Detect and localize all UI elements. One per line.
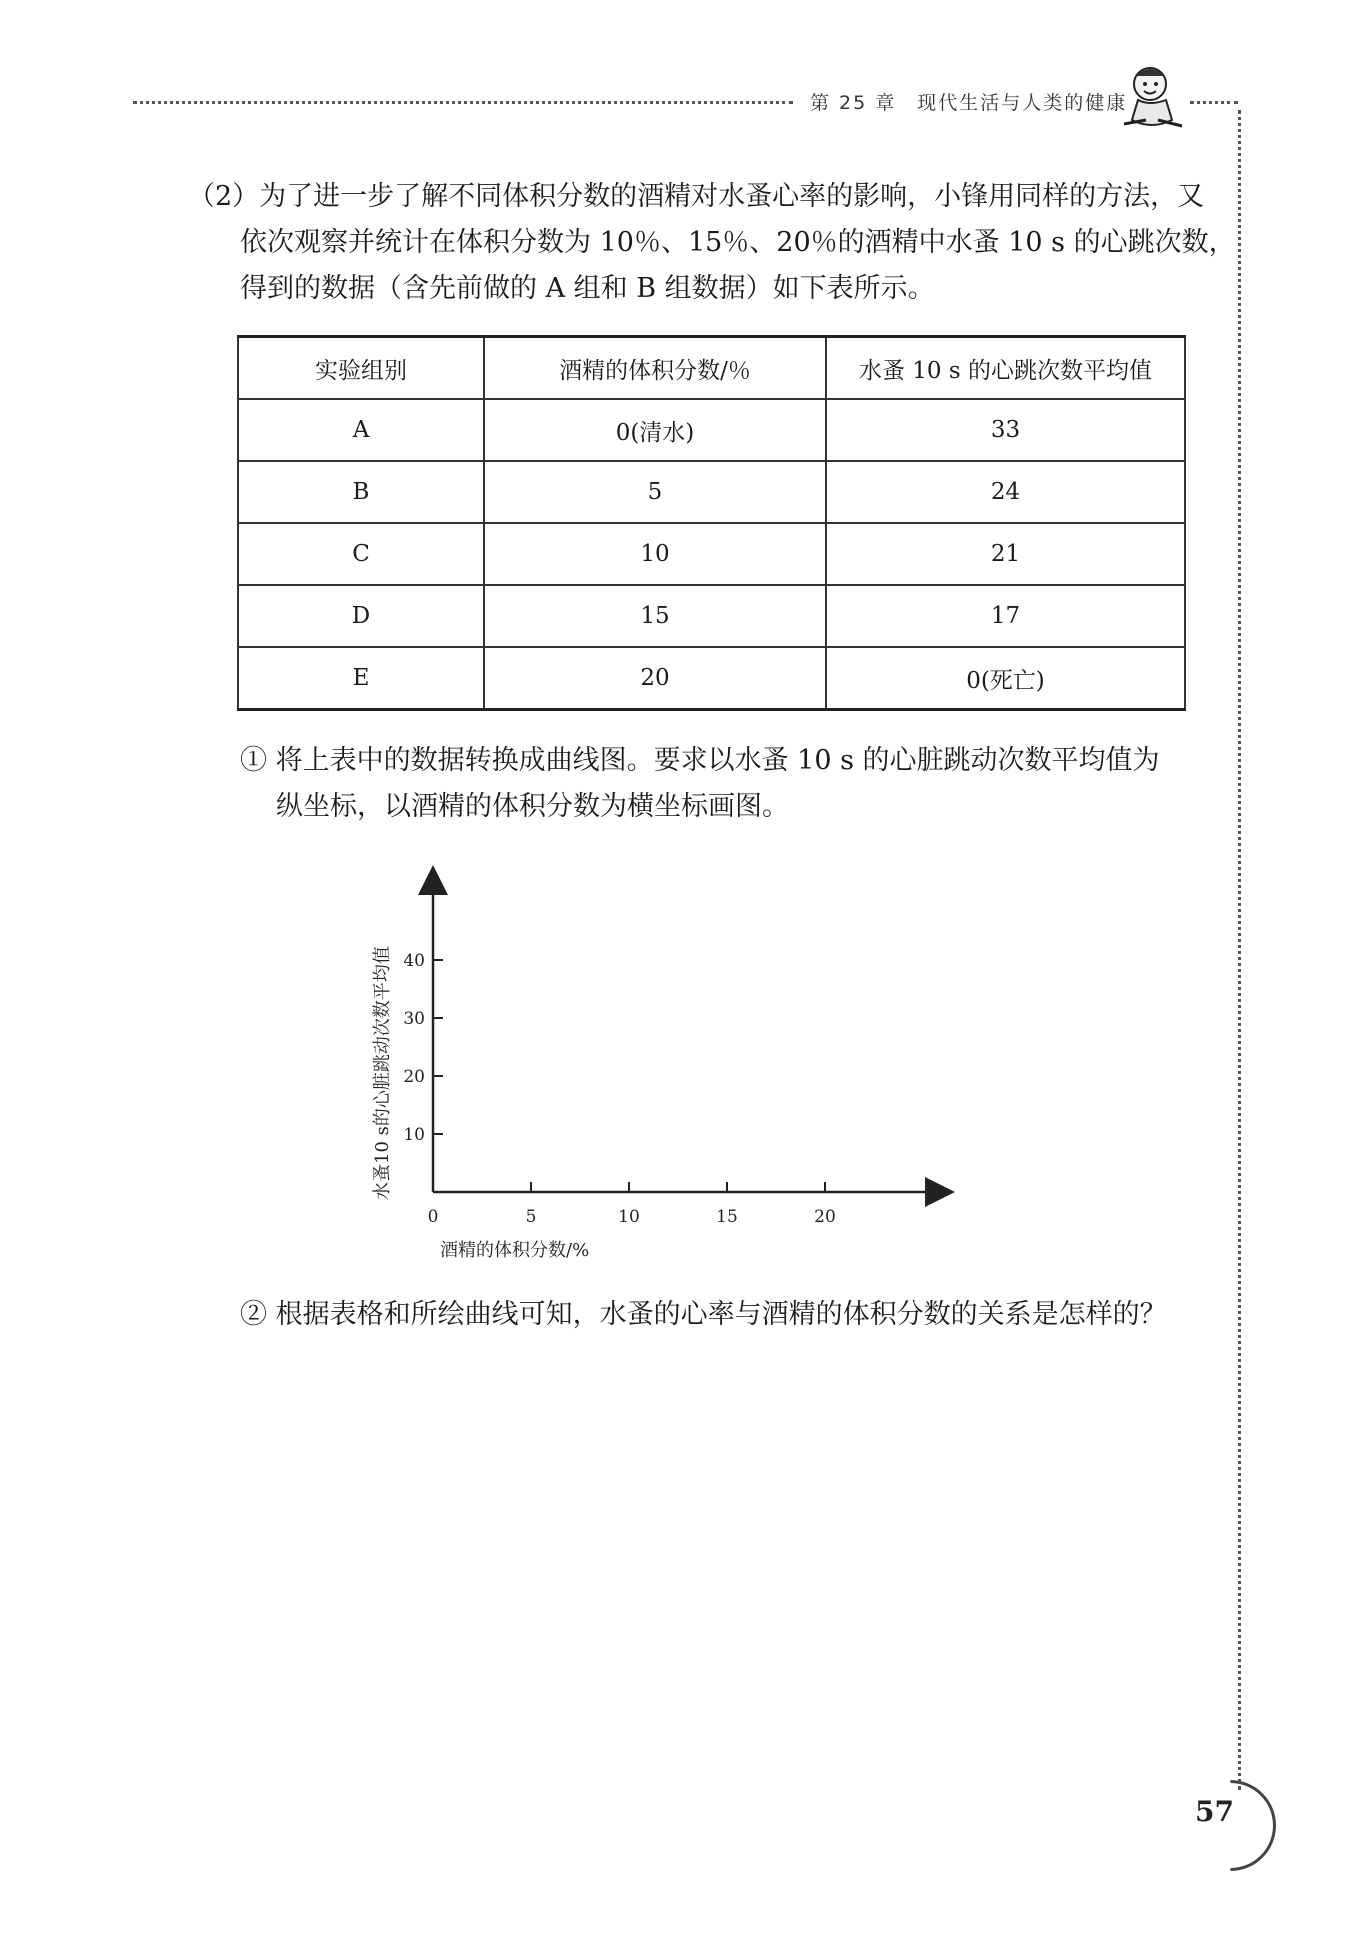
table-cell: 15 [484,585,826,647]
table-row [238,399,1185,461]
table-cell: 0(清水) [484,399,826,461]
table-cell: 20 [484,647,826,710]
header-dotted-line-right [1190,101,1238,104]
table-cell: E [238,647,484,710]
question1-line-1: ① 将上表中的数据转换成曲线图。要求以水蚤 10 s 的心脏跳动次数平均值为 [240,745,1160,776]
blank-chart [340,860,980,1280]
data-table [237,335,1186,711]
y-tick-label: 30 [403,1009,425,1029]
x-tick-label: 10 [618,1207,640,1227]
intro-line-1: （2）为了进一步了解不同体积分数的酒精对水蚤心率的影响，小锋用同样的方法，又 [188,181,1205,212]
table-header: 实验组别 [238,337,484,400]
table-cell: B [238,461,484,523]
table-row [238,647,1185,710]
x-axis-label: 酒精的体积分数/% [440,1240,590,1261]
question1-line-2: 纵坐标，以酒精的体积分数为横坐标画图。 [276,791,789,822]
table-cell: 5 [484,461,826,523]
question2: ② 根据表格和所绘曲线可知，水蚤的心率与酒精的体积分数的关系是怎样的？ [240,1299,1167,1330]
table-cell: D [238,585,484,647]
x-ticks [428,1182,836,1227]
table-cell: 33 [826,399,1185,461]
intro-line-3: 得到的数据（含先前做的 A 组和 B 组数据）如下表所示。 [240,273,935,304]
x-tick-label: 15 [716,1207,738,1227]
table-cell: 21 [826,523,1185,585]
y-tick-label: 40 [403,951,425,971]
table-cell: 24 [826,461,1185,523]
y-axis-label: 水蚤10 s的心脏跳动次数平均值 [372,946,393,1200]
y-tick-label: 20 [403,1067,425,1087]
x-tick-label: 0 [427,1207,439,1227]
table-row [238,585,1185,647]
page-number: 57 [1195,1795,1234,1828]
table-row [238,461,1185,523]
table-cell: 10 [484,523,826,585]
header-dotted-line [133,101,793,104]
table-cell: C [238,523,484,585]
chapter-title: 第 25 章 现代生活与人类的健康 [810,92,1128,114]
mascot-icon [1112,58,1192,138]
y-tick-label: 10 [403,1125,425,1145]
table-cell: A [238,399,484,461]
table-header-row [238,337,1185,400]
table-header: 酒精的体积分数/％ [484,337,826,400]
side-dotted-line [1238,110,1241,1790]
table-cell: 17 [826,585,1185,647]
table-cell: 0(死亡) [826,647,1185,710]
x-tick-label: 5 [525,1207,537,1227]
table-row [238,523,1185,585]
intro-line-2: 依次观察并统计在体积分数为 10％、15％、20％的酒精中水蚤 10 s 的心跳次数， [240,227,1236,258]
y-ticks [403,951,443,1145]
x-tick-label: 20 [814,1207,836,1227]
table-header: 水蚤 10 s 的心跳次数平均值 [826,337,1185,400]
